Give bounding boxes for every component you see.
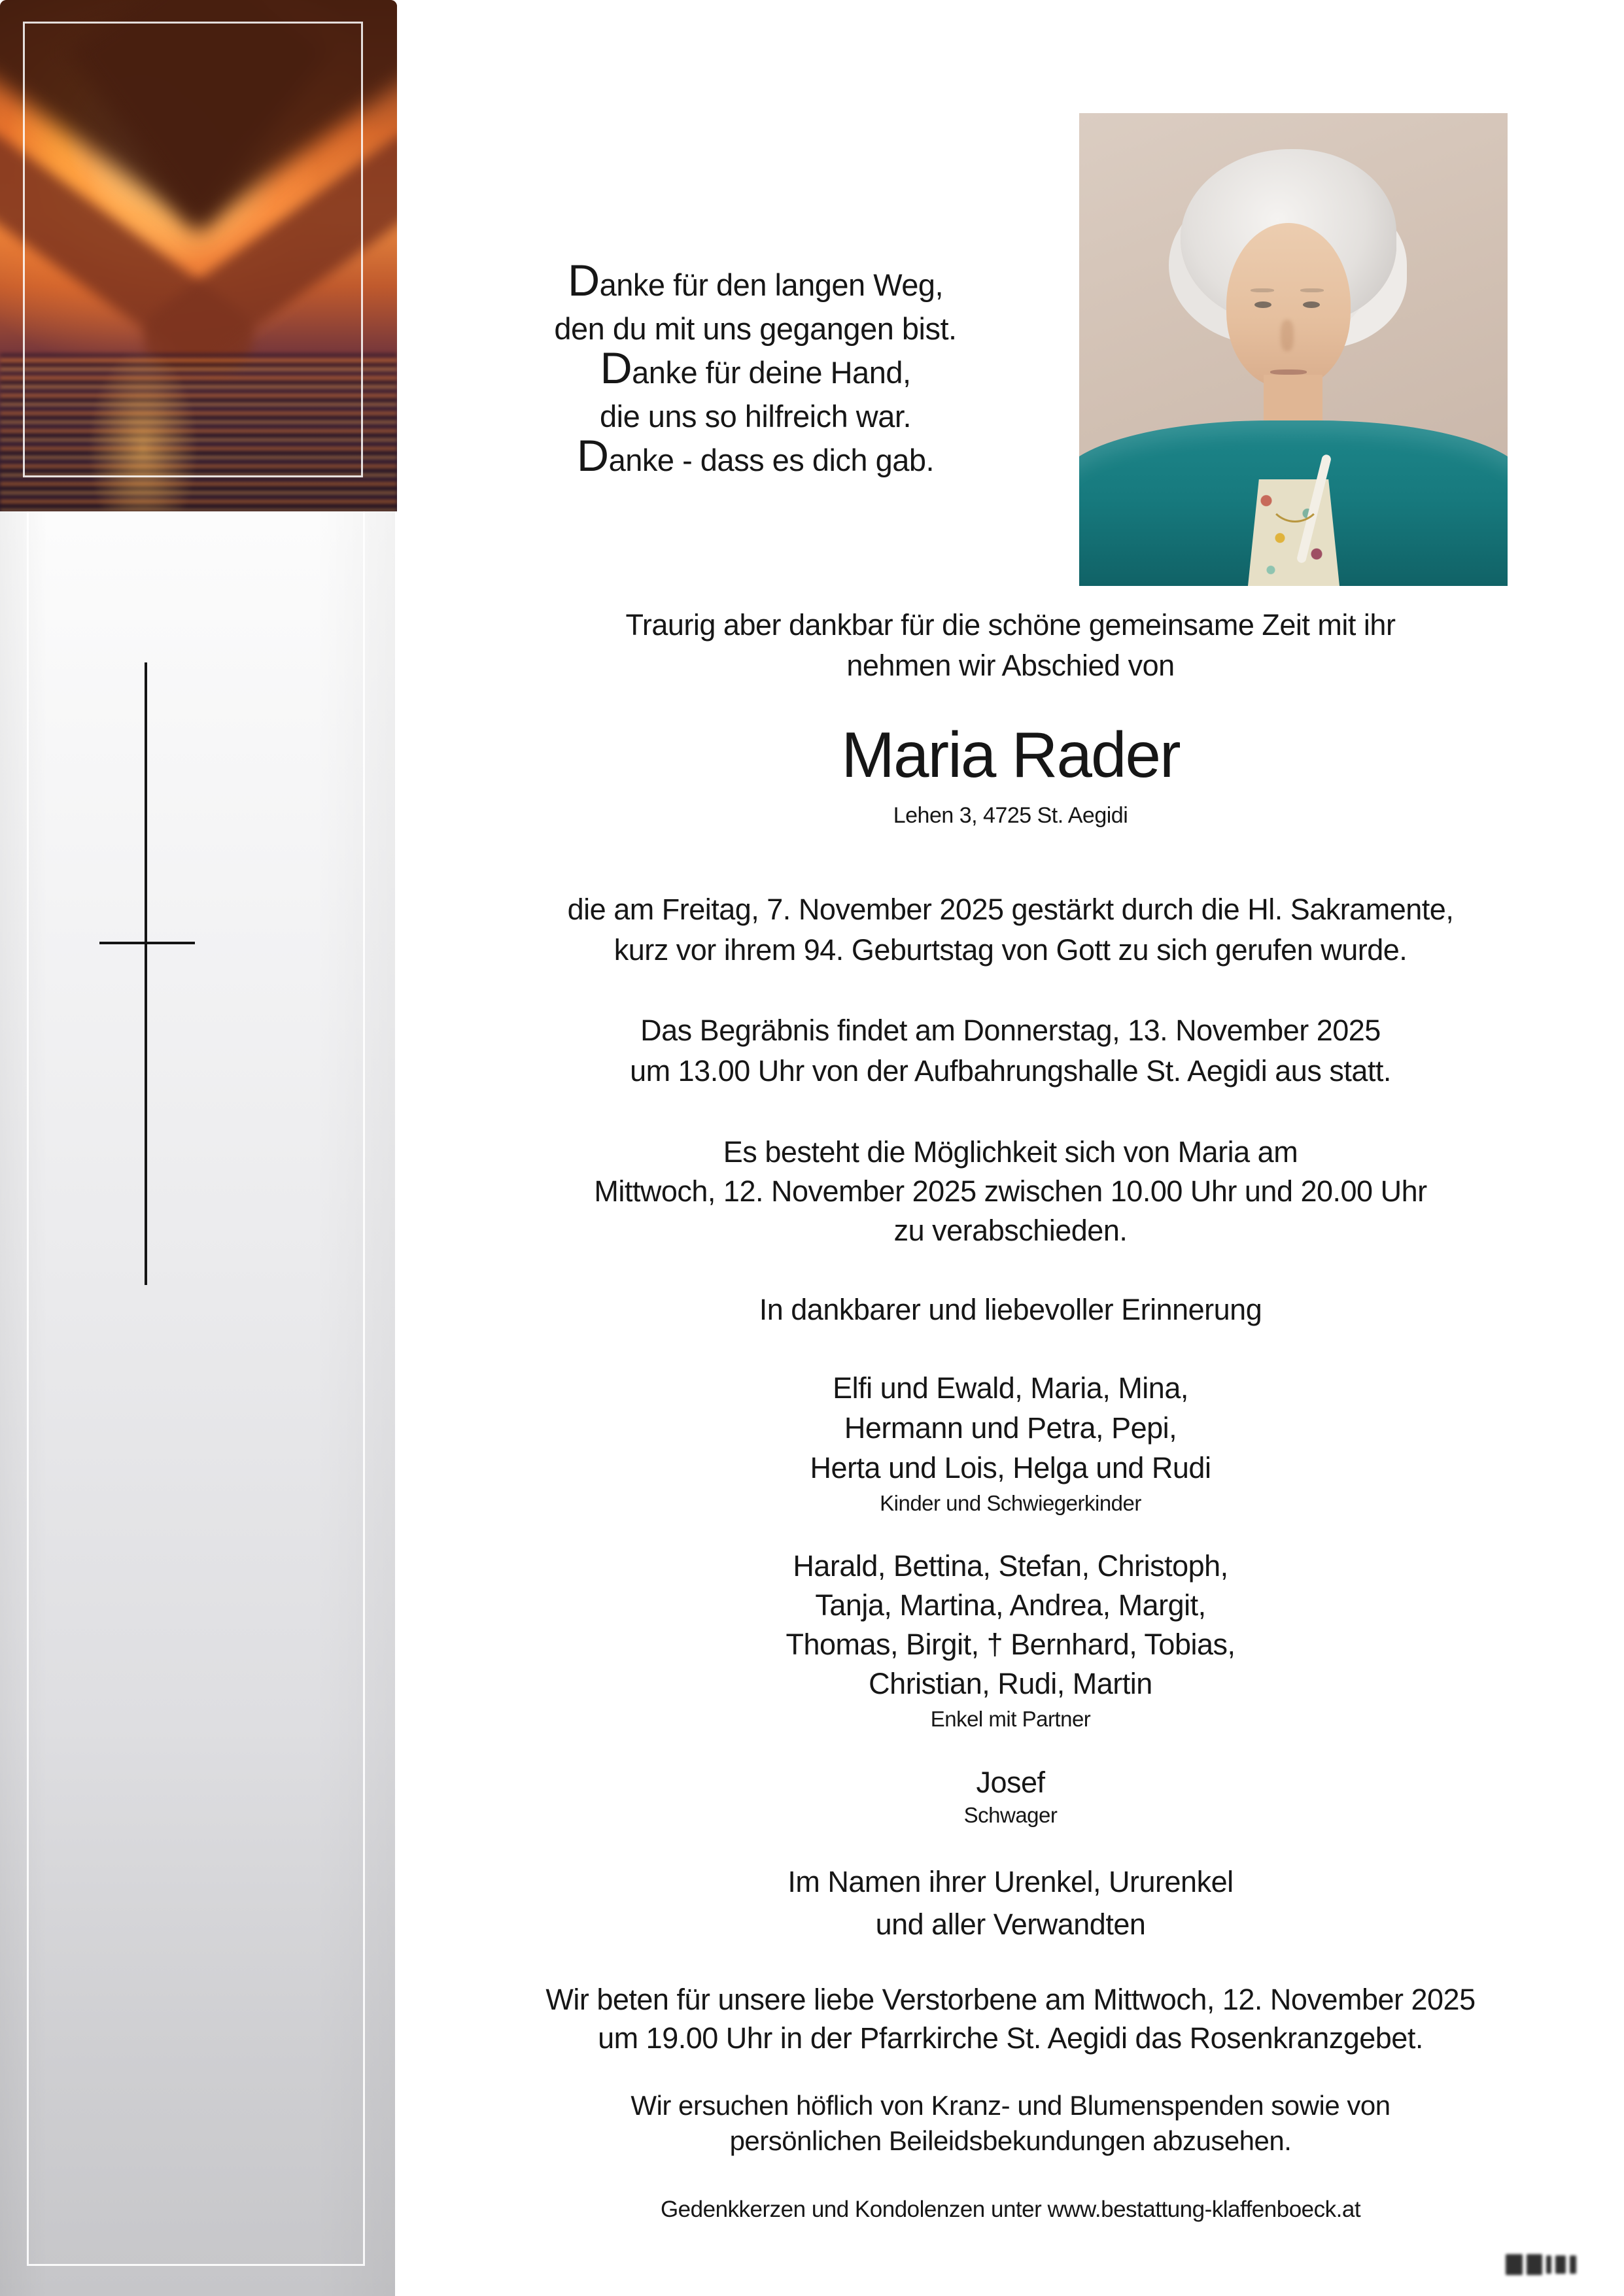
deceased-name: Maria Rader xyxy=(841,719,1180,791)
portrait-necklace xyxy=(1268,470,1322,523)
obituary-content xyxy=(397,0,1624,2296)
text-line: Das Begräbnis findet am Donnerstag, 13. November 2025 xyxy=(640,1014,1381,1047)
portrait-eye xyxy=(1254,301,1271,308)
family-name-line: Im Namen ihrer Urenkel, Ururenkel xyxy=(787,1865,1234,1898)
family-name-line: Elfi und Ewald, Maria, Mina, xyxy=(833,1371,1188,1405)
print-logo-mark xyxy=(1546,2255,1551,2274)
portrait-eyebrow xyxy=(1251,288,1274,292)
gray-gradient-panel xyxy=(0,511,395,2296)
portrait-mouth xyxy=(1270,369,1307,375)
portrait-photo xyxy=(1079,113,1508,586)
family-name-line: Herta und Lois, Helga und Rudi xyxy=(810,1451,1211,1484)
quote-line: Danke - dass es dich gab. xyxy=(576,431,935,481)
family-grandchildren-label: Enkel mit Partner xyxy=(930,1707,1091,1731)
print-logo xyxy=(1506,2250,1592,2280)
family-children xyxy=(397,1368,1624,1488)
family-name-line: und aller Verwandten xyxy=(875,1908,1146,1941)
family-name-line: Josef xyxy=(976,1766,1045,1799)
family-name-line: Thomas, Birgit, † Bernhard, Tobias, xyxy=(786,1628,1235,1661)
portrait-face xyxy=(1226,223,1351,388)
text-line: Wir beten für unsere liebe Verstorbene am Mittwoch, 12. November 2025 xyxy=(545,1983,1476,2016)
text-line: persönlichen Beileidsbekundungen abzusehen. xyxy=(729,2125,1292,2156)
quote-line: Danke für den langen Weg, xyxy=(567,256,944,305)
quote-line: Danke für deine Hand, xyxy=(600,343,911,393)
portrait-eye xyxy=(1303,301,1320,308)
print-logo-mark xyxy=(1527,2254,1542,2275)
memorial-quote xyxy=(397,256,1114,482)
cross-icon-bar xyxy=(99,942,195,944)
text-line: kurz vor ihrem 94. Geburtstag von Gott zu sich gerufen wurde. xyxy=(613,933,1408,967)
remembrance-line: In dankbarer und liebevoller Erinnerung xyxy=(759,1293,1262,1326)
cross-icon xyxy=(145,662,147,1285)
panel-inner-frame xyxy=(27,511,365,2266)
text-line: Wir ersuchen höflich von Kranz- und Blumenspenden sowie von xyxy=(631,2090,1391,2121)
family-name-line: Christian, Rudi, Martin xyxy=(869,1667,1152,1700)
text-line: um 19.00 Uhr in der Pfarrkirche St. Aegidi das Rosenkranzgebet. xyxy=(598,2021,1423,2055)
left-panel xyxy=(0,0,397,2296)
intro-paragraph xyxy=(397,605,1624,686)
condolence-website-line: Gedenkkerzen und Kondolenzen unter www.bestattung-klaffenboeck.at xyxy=(660,2197,1361,2222)
family-others xyxy=(397,1860,1624,1945)
family-children-label: Kinder und Schwiegerkinder xyxy=(880,1491,1141,1515)
print-logo-mark xyxy=(1506,2254,1523,2275)
donations-paragraph xyxy=(397,2088,1624,2159)
family-name-line: Harald, Bettina, Stefan, Christoph, xyxy=(793,1549,1228,1583)
family-grandchildren xyxy=(397,1547,1624,1704)
intro-line: nehmen wir Abschied von xyxy=(846,649,1175,682)
print-logo-mark xyxy=(1555,2255,1566,2274)
text-line: die am Freitag, 7. November 2025 gestärkt durch die Hl. Sakramente, xyxy=(567,893,1454,926)
rosary-paragraph xyxy=(397,1980,1624,2057)
text-line: zu verabschieden. xyxy=(893,1214,1128,1247)
text-line: Es besteht die Möglichkeit sich von Maria am xyxy=(723,1135,1298,1169)
family-name-line: Tanja, Martina, Andrea, Margit, xyxy=(815,1588,1206,1622)
quote-line: den du mit uns gegangen bist. xyxy=(554,311,957,346)
deceased-address: Lehen 3, 4725 St. Aegidi xyxy=(893,803,1128,828)
farewell-paragraph xyxy=(397,1133,1624,1250)
image-inner-frame xyxy=(23,22,363,477)
funeral-paragraph xyxy=(397,1010,1624,1091)
print-logo-mark xyxy=(1570,2255,1576,2274)
death-paragraph xyxy=(397,889,1624,970)
text-line: um 13.00 Uhr von der Aufbahrungshalle St. Aegidi aus statt. xyxy=(630,1054,1391,1088)
family-brother-in-law-label: Schwager xyxy=(963,1803,1058,1827)
text-line: Mittwoch, 12. November 2025 zwischen 10.00 Uhr und 20.00 Uhr xyxy=(594,1174,1427,1208)
hands-heart-sunset-image xyxy=(0,0,397,511)
family-brother-in-law xyxy=(397,1762,1624,1803)
portrait-eyebrow xyxy=(1300,288,1324,292)
portrait-nose xyxy=(1281,320,1294,351)
family-name-line: Hermann und Petra, Pepi, xyxy=(844,1411,1177,1445)
quote-line: die uns so hilfreich war. xyxy=(599,399,912,434)
intro-line: Traurig aber dankbar für die schöne gemeinsame Zeit mit ihr xyxy=(625,608,1396,642)
